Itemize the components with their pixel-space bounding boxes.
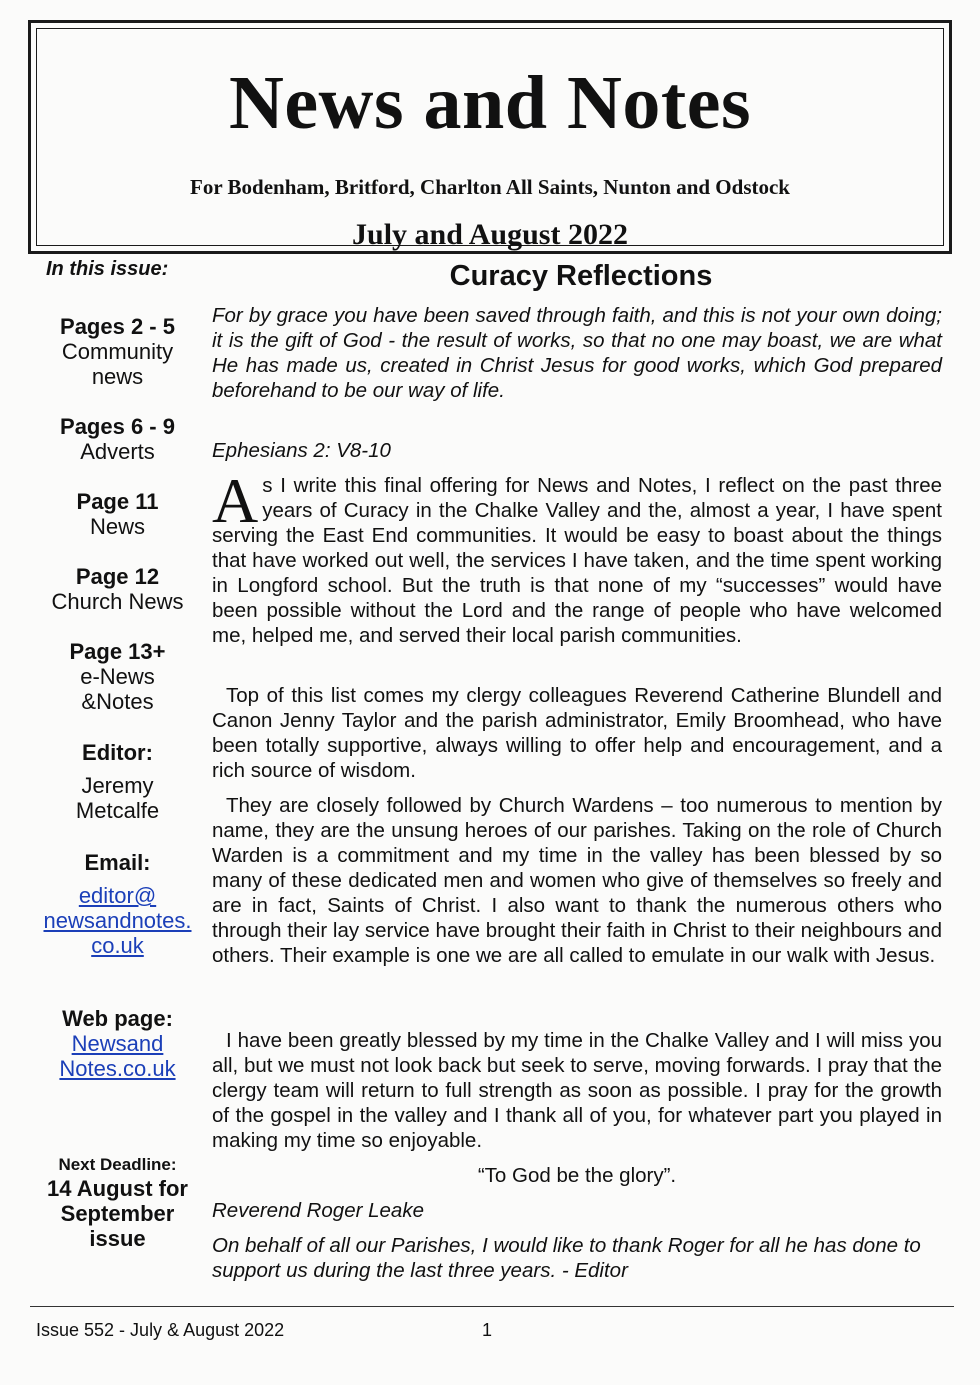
contents-pages: Page 12 [75,564,160,589]
contents-label: News [89,514,145,539]
deadline-date: September [60,1201,175,1226]
paragraph-4: I have been greatly blessed by my time in the Chalke Valley and I will miss you all, but we must not look back but seek to serve, moving forwards. I pray that the clergy team will return to full strength as soon as possible. I pray for the growth of the gospel in the valley and I thank all of you, for whatever part you played in making my time so enjoyable. [212,1029,942,1152]
email-link[interactable]: editor@ [78,883,157,908]
contents-item [30,414,205,464]
editor-label: Editor: [82,740,153,765]
contents-item [30,314,205,389]
newsletter-subtitle: For Bodenham, Britford, Charlton All Saints, Nunton and Odstock [190,175,790,199]
editor-note: On behalf of all our Parishes, I would like to thank Roger for all he has done to support us during the last three years. - Editor [212,1234,921,1282]
contents-pages: Page 13+ [69,639,166,664]
masthead [28,20,952,254]
web-link[interactable]: Newsand [71,1031,164,1056]
email-block [30,850,205,958]
deadline-date: 14 August for [47,1176,188,1201]
contents-item [30,489,205,539]
article-title: Curacy Reflections [449,260,713,292]
contents-label: Church News [51,589,184,614]
deadline-date: issue [89,1226,146,1251]
web-link[interactable]: Notes.co.uk [59,1056,176,1081]
email-label: Email: [84,850,151,875]
deadline-block [30,1154,205,1251]
footer-rule [30,1306,954,1307]
contents-label: Community [61,339,174,364]
issue-date: July and August 2022 [352,218,628,251]
contents-item [30,639,205,714]
newsletter-title: News and Notes [228,61,752,145]
editor-name: Jeremy [81,773,154,798]
scripture-citation: Ephesians 2: V8-10 [212,439,391,462]
editor-block [30,740,205,823]
footer-issue: Issue 552 - July & August 2022 [36,1320,285,1340]
contents-label: news [91,364,144,389]
paragraph-3: They are closely followed by Church Wardens – too numerous to mention by name, they are the unsung heroes of our parishes. Taking on the role of Church Warden is a commitment and my time in the valley has been blessed by so many of these dedicated men and women who give of themselves so freely and are in fact, Saints of Christ. I also want to thank the numerous others who through their lay service have brought their faith in Christ to their neighbours and others. Their example is one we are all called to emulate in our walk with Jesus. [212,794,942,967]
scripture-quote: For by grace you have been saved through faith, and this is not your own doing; it is the gift of God - the result of works, so that no one may boast, we are what He has made us, created in Christ Jesus for good works, which God prepared beforehand to be our way of life. [212,304,942,402]
in-this-issue-heading: In this issue: [46,258,169,280]
email-link[interactable]: newsandnotes. [43,908,192,933]
page-number: 1 [482,1320,493,1340]
contents-item [30,564,205,614]
paragraph-2: Top of this list comes my clergy colleagues Reverend Catherine Blundell and Canon Jenny Taylor and the parish administrator, Emily Broomhead, who have been totally supportive, always willing to offer help and encouragement, and a rich source of wisdom. [212,684,942,782]
drop-cap: A [212,465,259,536]
contents-pages: Pages 6 - 9 [60,414,175,439]
web-block [30,1006,205,1081]
contents-label: e-News [80,664,155,689]
contents-pages: Page 11 [76,489,159,514]
contents-pages: Pages 2 - 5 [60,314,175,339]
paragraph-1 [212,465,942,648]
paragraph-1-text: s I write this final offering for News and Notes, I reflect on the past three years of Curacy in the Chalke Valley and the, almost a year, I have spent serving the East End communities. It would be easy to boast about the things that have worked out well, the services I have taken, and the time spent working in Longford school. But the truth is that none of my “successes” would have been possible without the Lord and the range of people who have welcomed me, helped me, and served their local parish communities. [212,474,942,647]
closing-line: “To God be the glory”. [477,1164,677,1187]
deadline-label: Next Deadline: [58,1155,177,1174]
signature: Reverend Roger Leake [212,1199,424,1222]
web-label: Web page: [62,1006,173,1031]
email-link[interactable]: co.uk [91,933,144,958]
contents-label: Adverts [80,439,155,464]
contents-label: &Notes [81,689,154,714]
editor-name: Metcalfe [75,798,160,823]
